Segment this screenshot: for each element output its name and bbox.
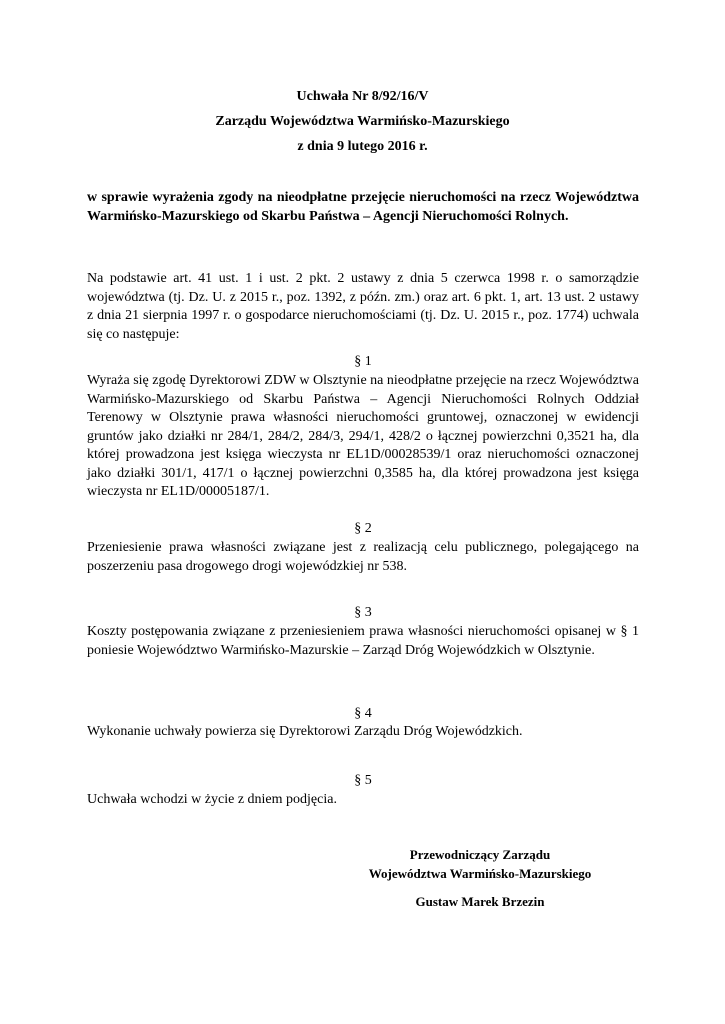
signature-role-line2: Województwa Warmińsko-Mazurskiego <box>368 866 592 881</box>
section-2-heading: § 2 <box>354 521 372 536</box>
section-5-heading: § 5 <box>354 773 372 788</box>
section-3-heading: § 3 <box>354 605 372 620</box>
signature-role-line1: Przewodniczący Zarządu <box>409 847 551 862</box>
resolution-number: Uchwała Nr 8/92/16/V <box>296 89 429 104</box>
issuing-body: Zarządu Województwa Warmińsko-Mazurskiego <box>215 114 510 129</box>
section-4-text: Wykonanie uchwały powierza się Dyrektorowi Zarządu Dróg Wojewódzkich. <box>87 724 523 739</box>
section-3-text: Koszty postępowania związane z przeniesieniem prawa własności nieruchomości opisanej w § 1 poniesie Województwo Warmińsko-Mazurskie – Zarząd Dróg Wojewódzkich w Olsztynie. <box>87 624 639 658</box>
preamble: Na podstawie art. 41 ust. 1 i ust. 2 pkt. 2 ustawy z dnia 5 czerwca 1998 r. o samorządzie województwa (tj. Dz. U. z 2015 r., poz. 1392, z późn. zm.) oraz art. 6 pkt. 1, art. 13 ust. 2 ustawy z dnia 21 sierpnia 1997 r. o gospodarce nieruchomościami (tj. Dz. U. 2015 r., poz. 1774) uchwala się co następuje: <box>87 271 639 342</box>
section-4-heading: § 4 <box>354 706 372 721</box>
section-1-heading: § 1 <box>354 354 372 369</box>
section-2-text: Przeniesienie prawa własności związane jest z realizacją celu publicznego, polegającego na poszerzeniu pasa drogowego drogi wojewódzkiej nr 538. <box>87 540 639 574</box>
section-1-text: Wyraża się zgodę Dyrektorowi ZDW w Olsztynie na nieodpłatne przejęcie na rzecz Województwa Warmińsko-Mazurskiego od Skarbu Państwa – Agencji Nieruchomości Rolnych Oddział Terenowy w Olsztynie prawa własności nieruchomości gruntowej, oznaczonej w ewidencji gruntów jako działki nr 284/1, 284/2, 284/3, 294/1, 428/2 o łącznej powierzchni 0,3521 ha, dla której prowadzona jest księga wieczysta nr EL1D/00028539/1 oraz nieruchomości oznaczonej jako działki 301/1, 417/1 o łącznej powierzchni 0,3585 ha, dla której prowadzona jest księga wieczysta nr EL1D/00005187/1. <box>87 373 639 499</box>
resolution-date: z dnia 9 lutego 2016 r. <box>297 139 428 154</box>
signatory-name: Gustaw Marek Brzezin <box>415 894 545 909</box>
resolution-subject: w sprawie wyrażenia zgody na nieodpłatne przejęcie nieruchomości na rzecz Województwa Warmińsko-Mazurskiego od Skarbu Państwa – Agencji Nieruchomości Rolnych. <box>87 190 639 224</box>
section-5-text: Uchwała wchodzi w życie z dniem podjęcia. <box>87 792 337 807</box>
